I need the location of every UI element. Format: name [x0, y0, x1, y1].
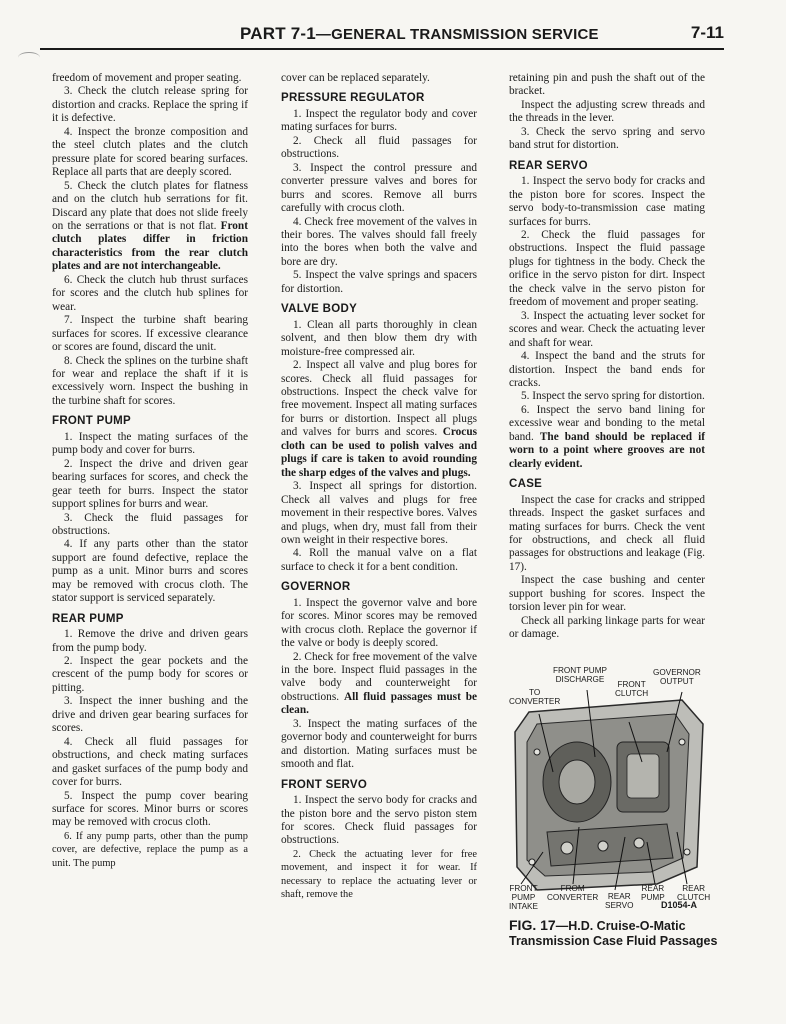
label-front-pump-discharge	[553, 666, 607, 684]
header-title-text: GENERAL TRANSMISSION SERVICE	[331, 26, 599, 43]
paragraph: 3. Inspect the actuating lever socket for scores and wear. Check the actuating lever and shaft for wear.	[509, 309, 705, 349]
paragraph: 3. Inspect the mating surfaces of the governor body and counterweight for burrs and distortion. Mating surfaces must be smooth and flat.	[281, 717, 477, 771]
paragraph: 6. If any pump parts, other than the pump cover, are defective, replace the pump as a unit. The pump	[52, 830, 248, 869]
section-heading-front-pump: FRONT PUMP	[52, 415, 132, 428]
label-governor-output	[653, 668, 701, 686]
paragraph: 3. Check the clutch release spring for distortion and cracks. Replace the spring if it is defective.	[52, 85, 248, 125]
paragraph-text: 2. Check for free movement of the valve in the bore. Inspect fluid passages in the valve body and counterweight for obstructions.	[281, 650, 477, 703]
paragraph: 1. Inspect the servo body for cracks and the piston bore for scores. Inspect the servo body-to-transmission case mating surfaces for burrs.	[509, 175, 705, 228]
paragraph: retaining pin and push the shaft out of the bracket.	[509, 72, 705, 98]
label-text: TO CONVERTER	[509, 688, 561, 706]
paragraph: Check all parking linkage parts for wear or damage.	[509, 614, 705, 641]
paragraph: freedom of movement and proper seating.	[52, 72, 242, 84]
label-rear-servo	[605, 892, 634, 910]
paragraph	[281, 359, 477, 480]
paragraph: Inspect the adjusting screw threads and the threads in the lever.	[509, 98, 705, 125]
paragraph-text: 6. Inspect the servo band lining for excessive wear and bonding to the metal band.	[509, 403, 705, 443]
paragraph: 2. Check the fluid passages for obstructions. Inspect the fluid passage plugs for tightness in the body. Check the orifice in the servo piston for dirt. Inspect the check valve in the servo piston for freedom of movement and proper seating.	[509, 228, 705, 309]
paragraph: 1. Inspect the mating surfaces of the pump body and cover for burrs.	[52, 430, 248, 457]
label-text: REAR CLUTCH	[677, 884, 711, 902]
paragraph: 4. Roll the manual valve on a flat surface to check it for a bent condition.	[281, 547, 477, 573]
paragraph: 1. Inspect the servo body for cracks and the piston bore and the servo piston stem for scores. Check fluid passages for obstructions.	[281, 794, 477, 847]
paragraph-text: 2. Inspect all valve and plug bores for scores. Check all fluid passages for obstructions. Inspect the check valve for free movement. Inspect all mating surfaces for burrs or distortion. Inspect all plugs and valves for burrs and scores.	[281, 359, 477, 439]
section-heading-front-servo: FRONT SERVO	[281, 778, 368, 791]
caption-figure-number: FIG. 17	[509, 917, 556, 933]
paragraph: 3. Check the servo spring and servo band strut for distortion.	[509, 125, 705, 152]
paragraph: cover can be replaced separately.	[281, 72, 430, 84]
figure-code: D1054-A	[661, 900, 698, 910]
section-heading-case: CASE	[509, 478, 543, 491]
paragraph: 1. Clean all parts thoroughly in clean solvent, and then blow them dry with moisture-free compressed air.	[281, 318, 477, 358]
figure-caption	[509, 918, 719, 949]
paragraph: 5. Inspect the valve springs and spacers for distortion.	[281, 269, 477, 295]
label-to-converter	[509, 688, 560, 706]
paragraph: 7. Inspect the turbine shaft bearing surfaces for scores. If excessive clearance or scores are found, discard the unit.	[52, 314, 248, 354]
label-text: FRONT PUMP INTAKE	[509, 884, 538, 911]
label-from-converter	[547, 884, 598, 902]
label-text: REAR PUMP	[641, 884, 665, 902]
paragraph: 4. Inspect the band and the struts for distortion. Inspect the band ends for cracks.	[509, 350, 705, 389]
paragraph: 2. Inspect the drive and driven gear bearing surfaces for scores, and check the gear teeth for burrs. Inspect the stator support splines for burrs and wear.	[52, 457, 248, 511]
header-title	[240, 24, 599, 44]
label-front-clutch	[615, 680, 648, 698]
header-part: PART 7-1	[240, 24, 316, 43]
caption-text: —H.D. Cruise-O-Matic Transmission Case Fluid Passages	[509, 919, 718, 948]
page-header	[40, 22, 724, 50]
label-front-pump-intake	[509, 884, 538, 911]
section-heading-pressure-regulator: PRESSURE REGULATOR	[281, 92, 425, 105]
paragraph: 2. Check all fluid passages for obstructions.	[281, 134, 477, 161]
paragraph-bold: All fluid passages must be clean.	[281, 690, 478, 717]
header-dash: —	[315, 26, 332, 43]
paragraph: 1. Inspect the governor valve and bore for scores. Minor scores may be removed with crocus cloth. Replace the governor if the valve or body is deeply scored.	[281, 596, 477, 650]
paragraph-text: 5. Check the clutch plates for flatness and on the clutch hub serrations for fit. Discard any plate that does not slide freely on the serrations or that is not flat.	[52, 179, 248, 232]
column-2	[281, 72, 477, 902]
paragraph: 3. Inspect the inner bushing and the drive and driven gear bearing surfaces for scores.	[52, 695, 248, 735]
page-corner-mark	[18, 52, 40, 63]
section-heading-rear-pump: REAR PUMP	[52, 612, 124, 625]
paragraph-bold: Front clutch plates differ in friction characteristics from the rear clutch plates and are not interchangeable.	[52, 219, 248, 273]
paragraph: 1. Remove the drive and driven gears from the pump body.	[52, 628, 248, 654]
paragraph: 3. Inspect all springs for distortion. Check all valves and plugs for free movement in their respective bores. Valves and plugs, when dry, must fall from their own weight in their respective bores.	[281, 480, 477, 546]
paragraph: 3. Check the fluid passages for obstructions.	[52, 511, 248, 537]
paragraph: 3. Inspect the control pressure and converter pressure valves and bores for burrs and scores. Remove all burrs carefully with crocus cloth.	[281, 161, 477, 215]
paragraph: Inspect the case bushing and center support bushing for scores. Inspect the torsion lever pin for wear.	[509, 574, 705, 614]
paragraph: 5. Inspect the pump cover bearing surface for scores. Minor burrs or scores may be removed with crocus cloth.	[52, 789, 248, 829]
paragraph: 2. Inspect the gear pockets and the crescent of the pump body for scores or pitting.	[52, 655, 248, 694]
paragraph: 2. Check the actuating lever for free movement, and inspect it for wear. If necessary to replace the actuating lever or shaft, remove the	[281, 848, 477, 901]
paragraph	[509, 404, 705, 471]
label-text: FRONT CLUTCH	[615, 680, 649, 698]
paragraph	[281, 651, 477, 718]
section-heading-valve-body: VALVE BODY	[281, 303, 358, 316]
section-heading-governor: GOVERNOR	[281, 581, 351, 594]
paragraph: Inspect the case for cracks and stripped threads. Inspect the gasket surfaces and mating surfaces for burrs. Check the vent for obstructions, and check all fluid passages for obstructions and leakage (Fig. 17).	[509, 493, 705, 573]
paragraph: 4. Check free movement of the valves in their bores. The valves should fall freely into the bores when both the valve and bore are dry.	[281, 215, 477, 268]
paragraph: 8. Check the splines on the turbine shaft for wear and replace the shaft if it is excessively worn. Inspect the bushing in the turbine shaft for scores.	[52, 354, 248, 407]
figure-17	[507, 662, 713, 912]
label-text: REAR SERVO	[605, 892, 634, 910]
paragraph: 5. Inspect the servo spring for distortion.	[521, 390, 705, 403]
paragraph: 4. If any parts other than the stator support are found defective, replace the pump as a unit. Minor burrs and scores may be removed with crocus cloth. The stator support is serviced separately.	[52, 538, 248, 605]
column-1	[52, 72, 248, 870]
paragraph: 1. Inspect the regulator body and cover mating surfaces for burrs.	[281, 107, 477, 134]
section-heading-rear-servo: REAR SERVO	[509, 159, 588, 172]
paragraph: 6. Check the clutch hub thrust surfaces for scores and the clutch hub splines for wear.	[52, 273, 248, 313]
column-3	[509, 72, 705, 642]
label-text: FROM CONVERTER	[547, 884, 599, 902]
paragraph-bold: The band should be replaced if worn to a point where grooves are not clearly evident.	[509, 430, 705, 470]
paragraph: 4. Inspect the bronze composition and the steel clutch plates and the clutch pressure plate for scored bearing surfaces. Replace all parts that are deeply scored.	[52, 125, 248, 179]
paragraph: 4. Check all fluid passages for obstructions, and check mating surfaces and gasket surfaces of the pump body and cover for burrs.	[52, 735, 248, 789]
label-text: FRONT PUMP DISCHARGE	[553, 666, 607, 684]
page-number: 7-11	[690, 23, 724, 42]
label-text: GOVERNOR OUTPUT	[653, 668, 701, 686]
paragraph-bold: Crocus cloth can be used to polish valves and plugs if care is taken to avoid rounding the sharp edges of the valves and plugs.	[281, 426, 477, 479]
paragraph	[52, 180, 248, 274]
